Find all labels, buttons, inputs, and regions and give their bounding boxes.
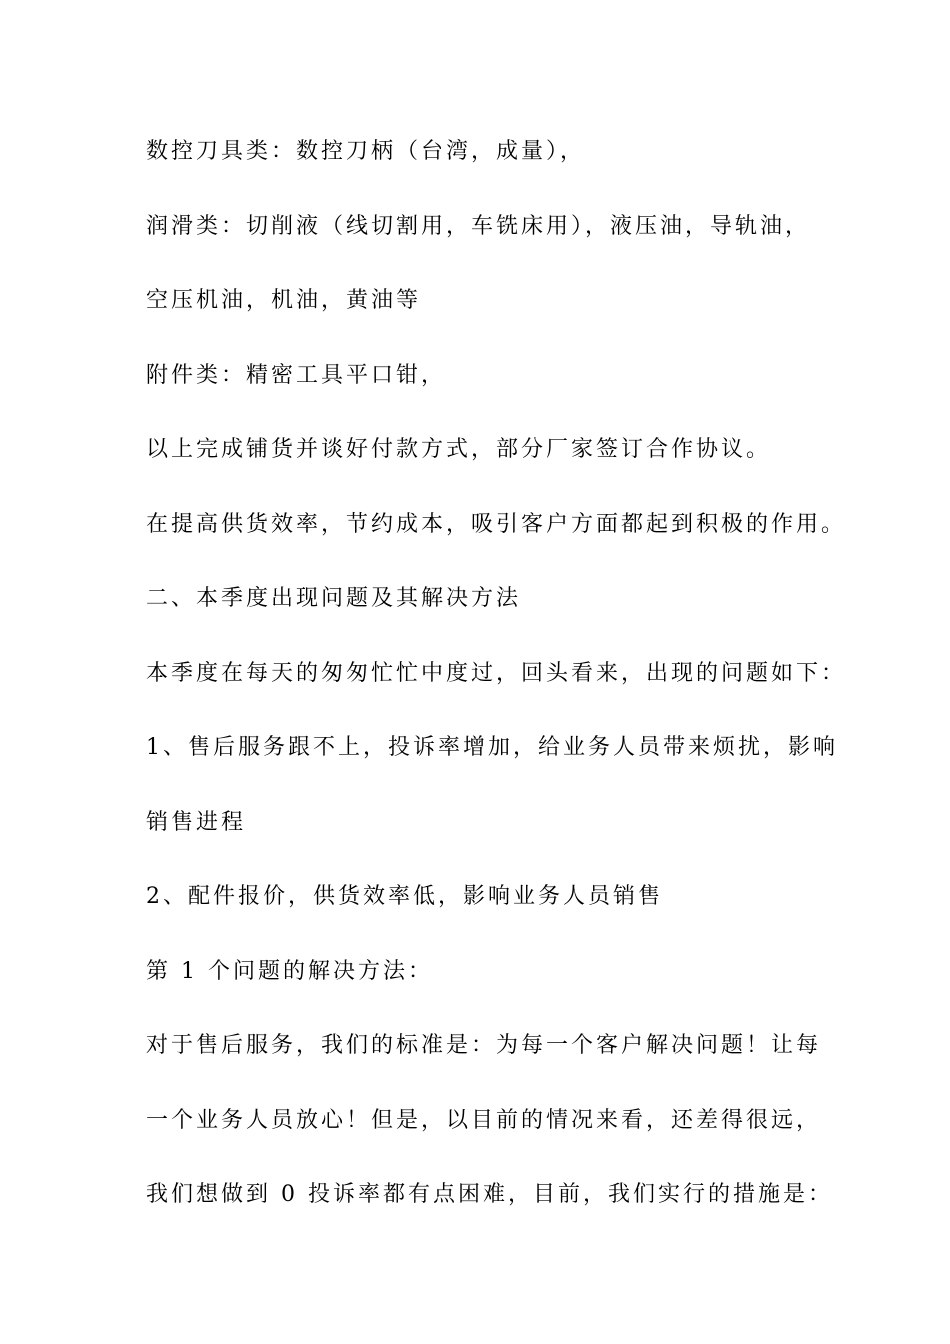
text-line-solution-1-heading: 第 1 个问题的解决方法：	[146, 959, 433, 984]
section-heading-problems: 二、本季度出现问题及其解决方法	[146, 586, 522, 611]
text-line-tools: 数控刀具类：数控刀柄（台湾，成量），	[146, 139, 586, 164]
text-line-efficiency: 在提高供货效率，节约成本，吸引客户方面都起到积极的作用。	[146, 512, 847, 537]
text-line-problems-intro: 本季度在每天的匆匆忙忙中度过，回头看来，出现的问题如下：	[146, 661, 847, 686]
text-line-aftersales-status: 一个业务人员放心！但是，以目前的情况来看，还差得很远，	[146, 1108, 822, 1133]
text-line-lubricants: 润滑类：切削液（线切割用，车铣床用），液压油，导轨油，	[146, 214, 811, 239]
text-line-lubricants-cont: 空压机油，机油，黄油等	[146, 288, 422, 313]
text-line-accessories: 附件类：精密工具平口钳，	[146, 363, 447, 388]
text-line-problem-2: 2、配件报价，供货效率低，影响业务人员销售	[146, 884, 663, 909]
text-line-aftersales-measures: 我们想做到 0 投诉率都有点困难，目前，我们实行的措施是：	[146, 1182, 833, 1207]
text-line-problem-1: 1、售后服务跟不上，投诉率增加，给业务人员带来烦扰，影响	[146, 735, 838, 760]
text-line-distribution: 以上完成铺货并谈好付款方式，部分厂家签订合作协议。	[146, 437, 772, 462]
text-line-aftersales-standard: 对于售后服务，我们的标准是：为每一个客户解决问题！让每	[146, 1033, 822, 1058]
text-line-problem-1-cont: 销售进程	[146, 810, 247, 835]
